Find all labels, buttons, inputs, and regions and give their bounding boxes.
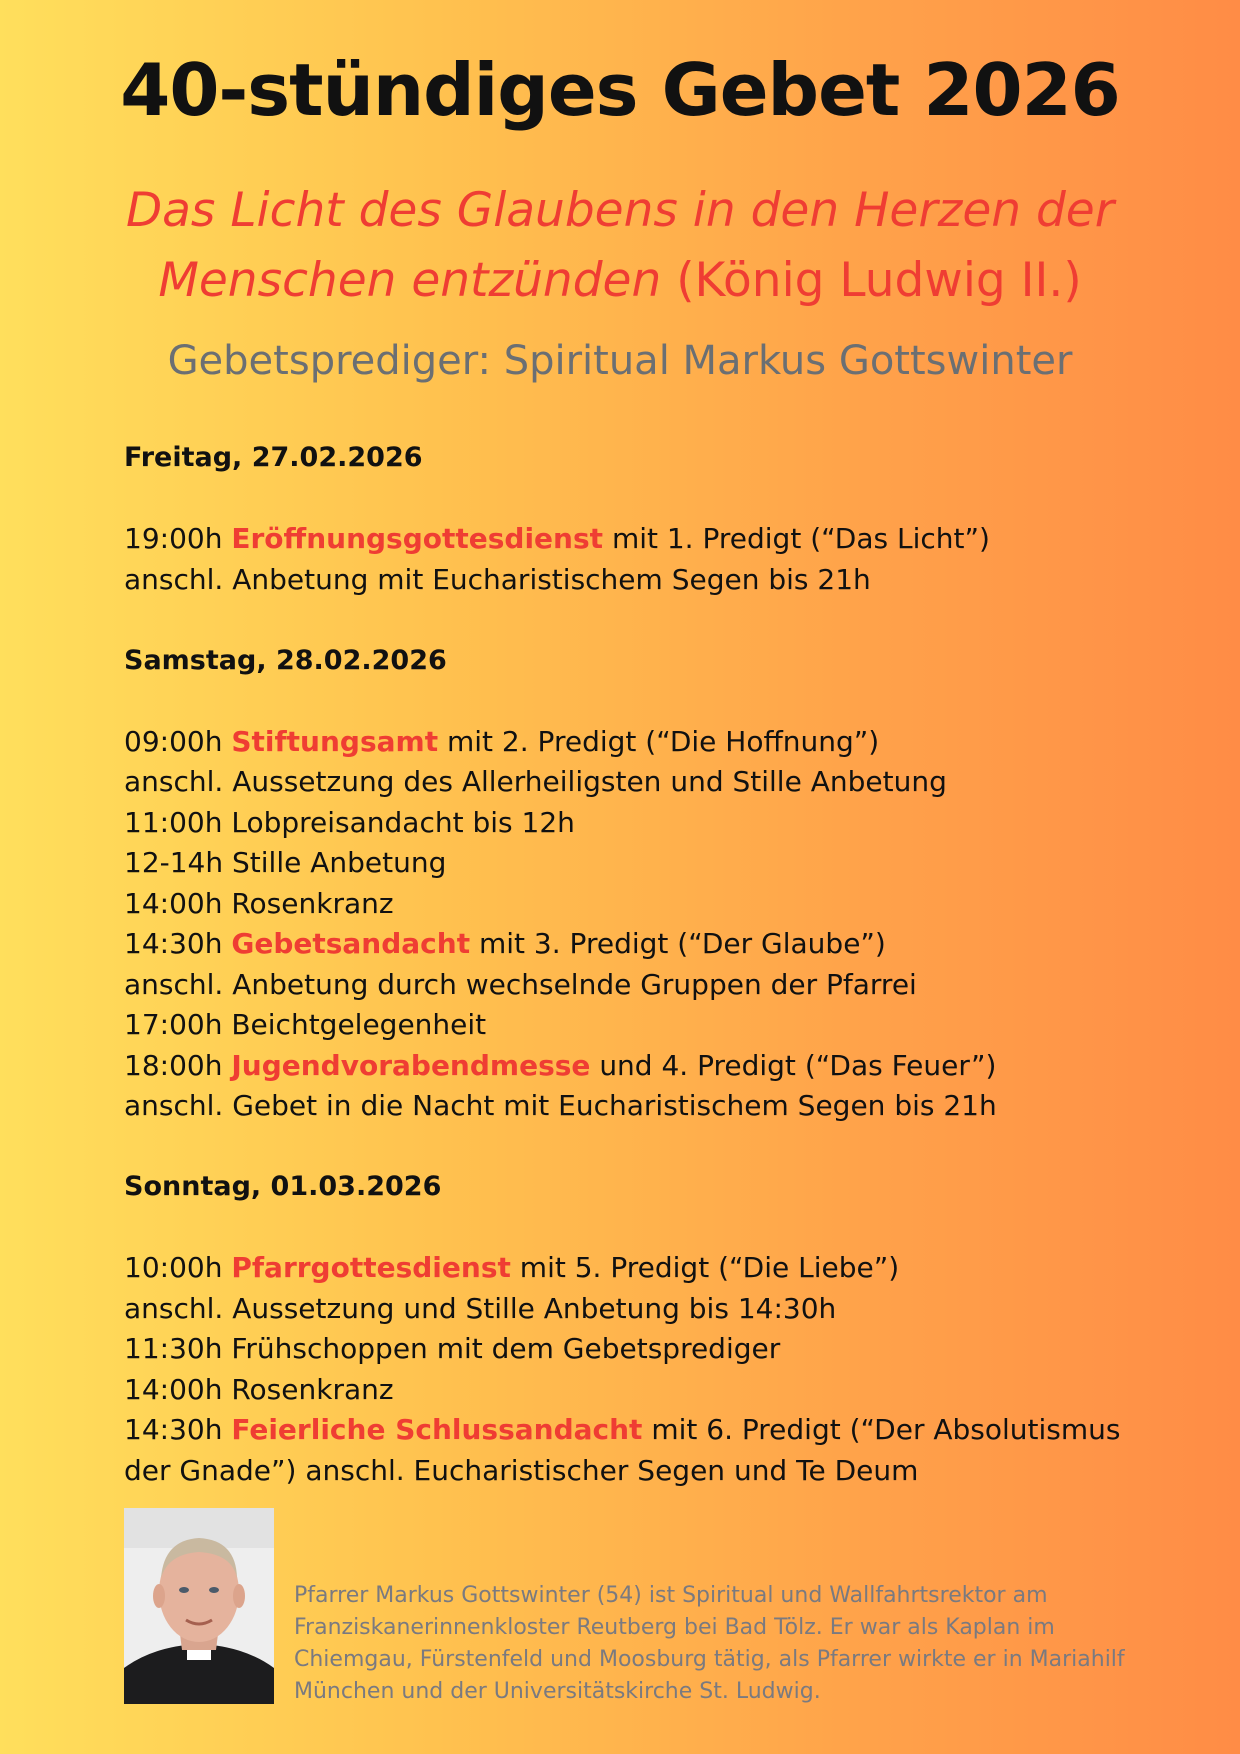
motto-quote: Das Licht des Glaubens in den Herzen der Menschen entzünden [125, 183, 1115, 308]
portrait-image [124, 1508, 274, 1704]
schedule-line: anschl. Anbetung durch wechselnde Gruppen der Pfarrei [124, 967, 917, 1001]
schedule-line: 12-14h Stille Anbetung [124, 846, 447, 879]
day-heading: Freitag, 27.02.2026 [124, 442, 423, 473]
schedule-line: 19:00h Eröffnungsgottesdienst mit 1. Predigt (“Das Licht”) [124, 522, 990, 555]
schedule-line: der Gnade”) anschl. Eucharistischer Segen und Te Deum [124, 1453, 919, 1487]
event-highlight: Feierliche Schlussandacht [231, 1413, 643, 1446]
schedule-line: 09:00h Stiftungsamt mit 2. Predigt (“Die Hoffnung”) [124, 724, 880, 758]
schedule [124, 438, 1124, 1491]
event-highlight: Stiftungsamt [231, 724, 439, 758]
motto [80, 176, 1160, 316]
schedule-line: anschl. Aussetzung und Stille Anbetung bis 14:30h [124, 1291, 837, 1325]
schedule-line: 14:30h Feierliche Schlussandacht mit 6. Predigt (“Der Absolutismus [124, 1413, 1121, 1446]
schedule-line: 14:30h Gebetsandacht mit 3. Predigt (“Der Glaube”) [124, 927, 886, 960]
preacher-photo [124, 1508, 274, 1704]
event-highlight: Gebetsandacht [231, 927, 471, 960]
schedule-line: 14:00h Rosenkranz [124, 1372, 394, 1406]
event-highlight: Eröffnungsgottesdienst [231, 522, 604, 555]
preacher-bio: Pfarrer Markus Gottswinter (54) ist Spiritual und Wallfahrtsrektor am Franziskanerinnenkloster Reutberg bei Bad Tölz. Er war als Kaplan im Chiemgau, Fürstenfeld und Moosburg tätig, als Pfarrer wirkte er in Mariahilf München und der Universitätskirche St. Ludwig. [294, 1583, 1125, 1704]
page-title: 40-stündiges Gebet 2026 [120, 48, 1120, 132]
day-heading: Samstag, 28.02.2026 [124, 644, 447, 676]
schedule-line: anschl. Gebet in die Nacht mit Eucharistischem Segen bis 21h [124, 1089, 997, 1122]
preacher-line: Gebetsprediger: Spiritual Markus Gottswinter [167, 338, 1073, 384]
schedule-line: 18:00h Jugendvorabendmesse und 4. Predigt (“Das Feuer”) [124, 1048, 997, 1082]
event-highlight: Pfarrgottesdienst [231, 1251, 511, 1284]
schedule-line: 10:00h Pfarrgottesdienst mit 5. Predigt (“Die Liebe”) [124, 1251, 900, 1284]
schedule-line: 11:30h Frühschoppen mit dem Gebetsprediger [124, 1332, 781, 1365]
schedule-line: anschl. Anbetung mit Eucharistischem Segen bis 21h [124, 562, 871, 596]
schedule-line: anschl. Aussetzung des Allerheiligsten und Stille Anbetung [124, 765, 947, 798]
schedule-line: 14:00h Rosenkranz [124, 886, 394, 920]
day-heading: Sonntag, 01.03.2026 [124, 1171, 442, 1202]
schedule-line: 11:00h Lobpreisandacht bis 12h [124, 805, 575, 839]
motto-source: (König Ludwig II.) [676, 253, 1082, 308]
event-highlight: Jugendvorabendmesse [231, 1048, 591, 1082]
schedule-line: 17:00h Beichtgelegenheit [124, 1008, 487, 1041]
